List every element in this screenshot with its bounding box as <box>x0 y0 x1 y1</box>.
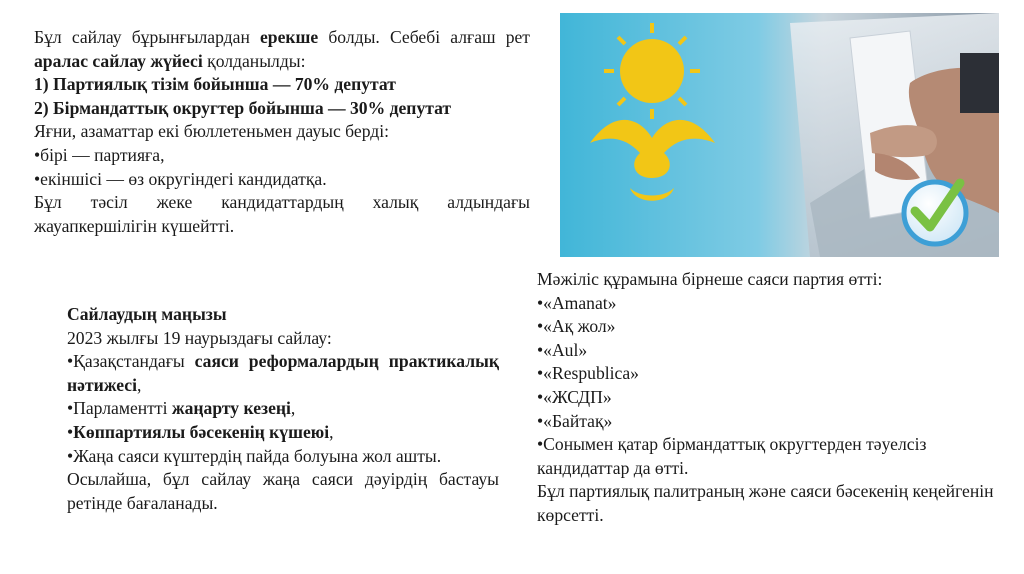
party-list-share: 1) Партиялық тізім бойынша — 70% депутат <box>34 74 396 95</box>
conclusion-paragraph: Бұл партиялық палитраның және саяси бәсекенің кеңейгенін көрсетті. <box>537 481 994 525</box>
significance-item: •Көппартиялы бәсекенің күшеюі, <box>67 421 334 442</box>
single-mandate-share: 2) Бірмандаттық округтер бойынша — 30% депутат <box>34 97 452 118</box>
significance-item: •Жаңа саяси күштердің пайда болуына жол ашты. <box>67 445 442 466</box>
ballot-two-item: •екіншісі — өз округіндегі кандидатқа. <box>34 168 327 189</box>
two-ballots-line: Яғни, азаматтар екі бюллетеньмен дауыс берді: <box>34 121 389 142</box>
page-heading: Сайлаудың маңызы <box>67 304 227 324</box>
party-item: •«Байтақ» <box>537 410 613 431</box>
election-photo <box>560 13 999 257</box>
election-date-line: 2023 жылғы 19 наурыздағы сайлау: <box>67 327 332 348</box>
closing-paragraph: Осылайша, бұл сайлау жаңа саяси дәуірдің бастауы ретінде бағаланады. <box>67 469 499 513</box>
party-item: •«Ақ жол» <box>537 316 616 337</box>
parties-block <box>537 268 1007 528</box>
intro-text-block <box>34 26 530 238</box>
party-item: •«Aul» <box>537 339 588 360</box>
significance-item: •Қазақстандағы саяси реформалардың практикалық нәтижесі, <box>67 351 499 395</box>
parties-intro: Мәжіліс құрамына бірнеше саяси партия өтті: <box>537 269 883 289</box>
significance-block <box>67 303 499 515</box>
responsibility-paragraph: Бұл тәсіл жеке кандидаттардың халық алдындағы жауапкершілігін күшейтті. <box>34 192 530 236</box>
party-item: •«Respublica» <box>537 363 639 384</box>
ballot-one-item: •бірі — партияға, <box>34 144 165 165</box>
party-item: •«ЖСДП» <box>537 386 612 407</box>
intro-paragraph: Бұл сайлау бұрынғылардан ерекше болды. Себебі алғаш рет аралас сайлау жүйесі қолданылды: <box>34 27 530 71</box>
checkmark-icon <box>904 182 966 244</box>
independents-item: •Сонымен қатар бірмандаттық округтерден тәуелсіз кандидаттар да өтті. <box>537 434 927 478</box>
party-item: •«Amanat» <box>537 292 617 313</box>
significance-item: •Парламентті жаңарту кезеңі, <box>67 398 296 419</box>
